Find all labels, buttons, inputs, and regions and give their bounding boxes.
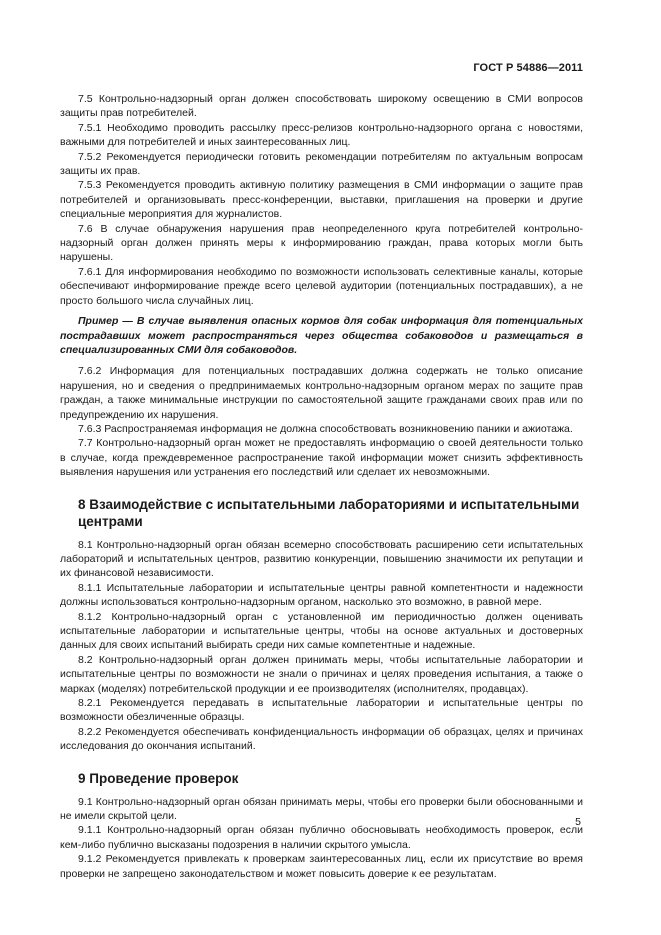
paragraph-7-6-1: 7.6.1 Для информирования необходимо по возможности использовать селективные каналы, которые обеспечивают информирование прежде всего целевой аудитории (потенциальных пострадавших), а не просто большого числа случайных лиц. [60,265,583,307]
paragraph-7-5-1: 7.5.1 Необходимо проводить рассылку пресс-релизов контрольно-надзорного органа с новостями, важными для потребителей и иных заинтересованных лиц. [60,121,583,149]
paragraph-8-2-2: 8.2.2 Рекомендуется обеспечивать конфиденциальность информации об образцах, целях и причинах исследования до окончания испытаний. [60,725,583,753]
paragraph-8-2-1: 8.2.1 Рекомендуется передавать в испытательные лаборатории и испытательные центры по возможности обезличенные образцы. [60,697,583,724]
paragraph-9-1: 9.1 Контрольно-надзорный орган обязан принимать меры, чтобы его проверки были обоснованными и не имели скрытой цели. [60,795,583,823]
paragraph-7-5: 7.5 Контрольно-надзорный орган должен способствовать широкому освещению в СМИ вопросов защиты прав потребителей. [60,93,583,120]
paragraph-7-6: 7.6 В случае обнаружения нарушения прав неопределенного круга потребителей контрольно-надзорный орган должен принять меры к информированию граждан, права которых могли быть нарушены. [60,222,583,264]
paragraph-7-6-2: 7.6.2 Информация для потенциальных пострадавших должна содержать не только описание нарушения, но и сведения о предпринимаемых контрольно-надзорным органом мерах по защите прав граждан, а также минимальные инструкции по самостоятельной защите гражданами своих прав или по предупреждению их нарушения. [60,365,583,421]
paragraph-7-5-2: 7.5.2 Рекомендуется периодически готовить рекомендации потребителям по актуальным вопросам защиты их прав. [60,150,583,178]
paragraph-8-1-2: 8.1.2 Контрольно-надзорный орган с установленной им периодичностью должен оценивать испытательные лаборатории и испытательные центры, чтобы на основе актуальных и достоверных данных для своих испытаний выбирать среди них самые компетентные и надежные. [60,610,583,652]
document-body [60,92,583,881]
section-8-heading: 8 Взаимодействие с испытательными лабораториями и испытательными центрами [78,496,580,529]
document-id-header: ГОСТ Р 54886—2011 [473,62,583,74]
page-number: 5 [575,816,581,828]
paragraph-8-2: 8.2 Контрольно-надзорный орган должен принимать меры, чтобы испытательные лаборатории и испытательные центры по возможности не знали о причинах и целях проведения испытания, а также о марках (моделях) потребительской продукции и ее производителях (исполнителях, продавцах). [60,653,583,695]
example-note [60,314,583,357]
paragraph-9-1-2: 9.1.2 Рекомендуется привлекать к проверкам заинтересованных лиц, если их присутствие во время проверки не запрещено законодательством и может повысить доверие к ее результатам. [60,853,583,880]
example-text: В случае выявления опасных кормов для собак информация для потенциальных пострадавших может распространяться через общества собаководов и размещаться в специализированных СМИ для собаководов. [60,315,583,356]
paragraph-8-1: 8.1 Контрольно-надзорный орган обязан всемерно способствовать расширению сети испытательных лабораторий и испытательных центров, развитию конкуренции, повышению значимости их репутации и их финансовой независимости. [60,538,583,580]
paragraph-7-7: 7.7 Контрольно-надзорный орган может не предоставлять информацию о своей деятельности только в случае, когда преждевременное распространение такой информации может снизить эффективность выявления нарушения или устранения его последствий или сделает их невозможными. [60,437,583,479]
paragraph-7-6-3: 7.6.3 Распространяемая информация не должна способствовать возникновению паники и ажиотажа. [78,422,573,435]
paragraph-8-1-1: 8.1.1 Испытательные лаборатории и испытательные центры равной компетентности и надежности должны использоваться контрольно-надзорным органом, насколько это возможно, в равной мере. [60,581,583,609]
section-9-heading: 9 Проведение проверок [78,770,239,786]
paragraph-7-5-3: 7.5.3 Рекомендуется проводить активную политику размещения в СМИ информации о защите прав потребителей и организовывать пресс-конференции, выставки, приглашения на проверки и другие специальные мероприятия для журналистов. [60,179,583,221]
paragraph-9-1-1: 9.1.1 Контрольно-надзорный орган обязан публично обосновывать необходимость проверок, если кем-либо публично высказаны подозрения в наличии скрытого умысла. [60,824,583,851]
example-label: Пример — [78,315,133,328]
